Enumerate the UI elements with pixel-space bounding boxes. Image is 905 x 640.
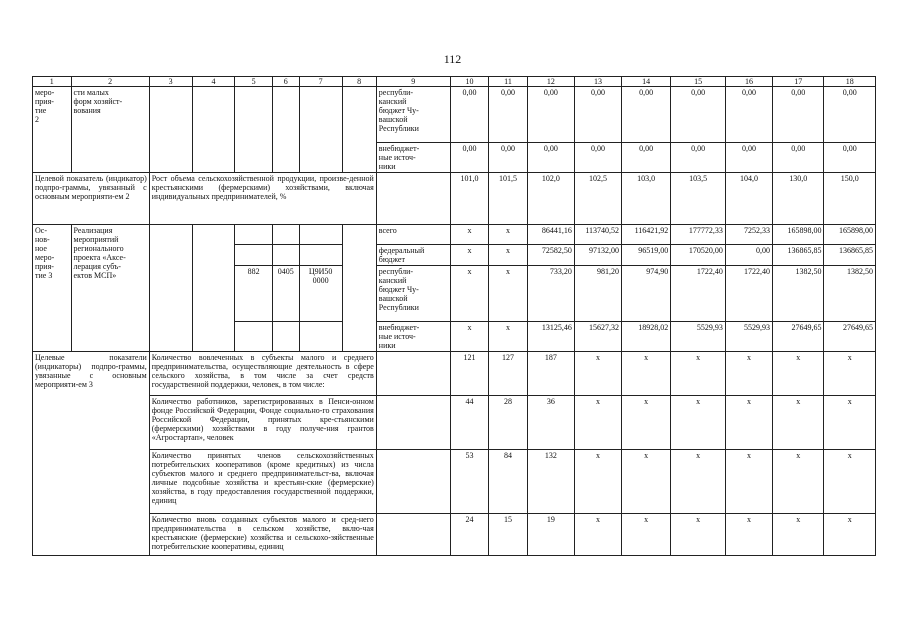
empty-source-cell [376, 450, 450, 514]
value-cell: x [773, 396, 824, 450]
value-cell: x [773, 450, 824, 514]
code-cell [342, 87, 376, 173]
value-cell: 974,90 [622, 266, 671, 322]
code-cell [149, 225, 192, 352]
value-cell: 19 [527, 514, 574, 556]
value-cell: 96519,00 [622, 245, 671, 266]
value-cell: x [671, 352, 726, 396]
target3-row [33, 396, 876, 450]
value-cell: 116421,92 [622, 225, 671, 245]
value-cell: 28 [489, 396, 528, 450]
value-cell: 97132,00 [574, 245, 621, 266]
value-cell: x [725, 396, 772, 450]
value-cell: x [824, 450, 876, 514]
value-cell: 0,00 [574, 143, 621, 173]
value-cell: 36 [527, 396, 574, 450]
indicator-text: Количество принятых членов сельскохозяйственных потребительских кооперативов (кроме кредитных) из числа субъектов малого и среднего предпринимательст-ва, включая личные подсобные хозяйства и крестьян-ские (фермерские) хозяйства, в году предоставления государственной поддержки, единиц [149, 450, 376, 514]
value-cell: 0,00 [450, 143, 489, 173]
header-cell: 4 [192, 77, 235, 87]
value-cell: 136865,85 [773, 245, 824, 266]
code-cell [299, 225, 342, 245]
value-cell: x [574, 450, 621, 514]
value-cell: 121 [450, 352, 489, 396]
value-cell: 102,5 [574, 173, 621, 225]
value-cell: 103,5 [671, 173, 726, 225]
value-cell: 127 [489, 352, 528, 396]
value-cell: 0,00 [527, 143, 574, 173]
funding-source: республи- канский бюджет Чу- вашской Республики [376, 266, 450, 322]
value-cell: x [489, 322, 528, 352]
header-cell: 2 [71, 77, 149, 87]
code-cell [272, 322, 299, 352]
code-cell [192, 225, 235, 352]
header-cell: 8 [342, 77, 376, 87]
code-cell [272, 87, 299, 173]
code-cell [149, 87, 192, 173]
header-cell: 15 [671, 77, 726, 87]
value-cell: 0,00 [574, 87, 621, 143]
value-cell: 0,00 [725, 143, 772, 173]
value-cell: 0,00 [489, 87, 528, 143]
value-cell: 733,20 [527, 266, 574, 322]
code-rz: 0405 [272, 266, 299, 322]
value-cell: 132 [527, 450, 574, 514]
value-cell: x [450, 245, 489, 266]
m3-desc: Реализация мероприятий регионального проекта «Аксе- лерация субъ- ектов МСП» [71, 225, 149, 352]
value-cell: 1722,40 [725, 266, 772, 322]
value-cell: 0,00 [824, 143, 876, 173]
header-cell: 3 [149, 77, 192, 87]
header-cell: 17 [773, 77, 824, 87]
value-cell: 1382,50 [824, 266, 876, 322]
funding-source: федеральный бюджет [376, 245, 450, 266]
header-cell: 7 [299, 77, 342, 87]
value-cell: 5529,93 [725, 322, 772, 352]
code-cell [299, 87, 342, 173]
value-cell: 27649,65 [773, 322, 824, 352]
value-cell: x [489, 245, 528, 266]
value-cell: x [671, 450, 726, 514]
funding-source: внебюджет- ные источ- ники [376, 322, 450, 352]
funding-source: всего [376, 225, 450, 245]
value-cell: 0,00 [622, 143, 671, 173]
value-cell: 44 [450, 396, 489, 450]
value-cell: x [450, 266, 489, 322]
value-cell: x [773, 514, 824, 556]
value-cell: 165898,00 [824, 225, 876, 245]
target2-label: Целевой показатель (индикатор) подпро-граммы, увязанный с основным мероприяти-ем 2 [33, 173, 150, 225]
value-cell: 1382,50 [773, 266, 824, 322]
value-cell: 72582,50 [527, 245, 574, 266]
value-cell: x [574, 514, 621, 556]
funding-source: республи- канский бюджет Чу- вашской Республики [376, 87, 450, 143]
value-cell: 84 [489, 450, 528, 514]
empty-source-cell [376, 352, 450, 396]
code-cell [299, 245, 342, 266]
header-cell: 13 [574, 77, 621, 87]
value-cell: x [824, 514, 876, 556]
value-cell: x [622, 514, 671, 556]
value-cell: 53 [450, 450, 489, 514]
value-cell: x [725, 352, 772, 396]
value-cell: 18928,02 [622, 322, 671, 352]
value-cell: 15627,32 [574, 322, 621, 352]
value-cell: 101,5 [489, 173, 528, 225]
value-cell: 170520,00 [671, 245, 726, 266]
header-cell: 14 [622, 77, 671, 87]
value-cell: 187 [527, 352, 574, 396]
target2-row [33, 173, 876, 225]
value-cell: 0,00 [527, 87, 574, 143]
header-cell: 10 [450, 77, 489, 87]
value-cell: 130,0 [773, 173, 824, 225]
value-cell: 0,00 [773, 87, 824, 143]
value-cell: x [574, 396, 621, 450]
code-cell [192, 87, 235, 173]
header-row [33, 77, 876, 87]
header-cell: 11 [489, 77, 528, 87]
value-cell: 0,00 [489, 143, 528, 173]
value-cell: x [450, 225, 489, 245]
header-cell: 16 [725, 77, 772, 87]
code-cell [299, 322, 342, 352]
code-grbs: 882 [235, 266, 272, 322]
indicator-text: Количество работников, зарегистрированных в Пенси-онном фонде Российской Федерации, Фонде социально-го страхования Российской Федерации, принятых кре-стьянскими (фермерскими) хозяйствами в году получе-ния грантов «Агростартап», человек [149, 396, 376, 450]
value-cell: 136865,85 [824, 245, 876, 266]
header-cell: 6 [272, 77, 299, 87]
value-cell: 5529,93 [671, 322, 726, 352]
empty-source-cell [376, 396, 450, 450]
subprogram-table [32, 76, 876, 556]
value-cell: 177772,33 [671, 225, 726, 245]
code-cell [235, 322, 272, 352]
empty-source-cell [376, 173, 450, 225]
m3-label: Ос- нов- ное меро- прия- тие 3 [33, 225, 72, 352]
header-cell: 12 [527, 77, 574, 87]
value-cell: 103,0 [622, 173, 671, 225]
value-cell: 13125,46 [527, 322, 574, 352]
code-cell [235, 245, 272, 266]
value-cell: x [450, 322, 489, 352]
value-cell: x [489, 266, 528, 322]
value-cell: x [671, 514, 726, 556]
value-cell: 150,0 [824, 173, 876, 225]
target3-label: Целевые показатели (индикаторы) подпро-граммы, увязанные с основным мероприяти-ем 3 [33, 352, 150, 556]
code-csr: Ц9И50 0000 [299, 266, 342, 322]
code-cell [272, 225, 299, 245]
value-cell: 981,20 [574, 266, 621, 322]
target3-row [33, 352, 876, 396]
value-cell: 102,0 [527, 173, 574, 225]
page-number: 112 [443, 52, 462, 66]
value-cell: 165898,00 [773, 225, 824, 245]
target2-text: Рост объема сельскохозяйственной продукции, произве-денной крестьянскими (фермерскими) хозяйствами, включая индивидуальных предпринимателей, % [149, 173, 376, 225]
header-cell: 9 [376, 77, 450, 87]
value-cell: 0,00 [725, 245, 772, 266]
value-cell: 104,0 [725, 173, 772, 225]
m2-desc: сти малых форм хозяйст- вования [71, 87, 149, 173]
value-cell: 0,00 [450, 87, 489, 143]
value-cell: 113740,52 [574, 225, 621, 245]
value-cell: x [824, 352, 876, 396]
value-cell: 101,0 [450, 173, 489, 225]
value-cell: x [622, 450, 671, 514]
m3-row-total [33, 225, 876, 245]
indicator-text: Количество вновь созданных субъектов малого и сред-него предпринимательства в сельском хозяйстве, вклю-чая крестьянские (фермерские) хозяйства и сельскохо-зяйственные потребительские кооперативы, единиц [149, 514, 376, 556]
m2-row-republic [33, 87, 876, 143]
empty-source-cell [376, 514, 450, 556]
value-cell: 27649,65 [824, 322, 876, 352]
value-cell: 15 [489, 514, 528, 556]
value-cell: x [622, 396, 671, 450]
code-cell [342, 225, 376, 352]
value-cell: 0,00 [671, 143, 726, 173]
value-cell: x [725, 450, 772, 514]
code-cell [235, 87, 272, 173]
value-cell: x [489, 225, 528, 245]
value-cell: x [574, 352, 621, 396]
m2-label: меро- прия- тие 2 [33, 87, 72, 173]
header-cell: 18 [824, 77, 876, 87]
target3-row [33, 450, 876, 514]
funding-source: внебюджет- ные источ- ники [376, 143, 450, 173]
value-cell: 86441,16 [527, 225, 574, 245]
value-cell: 1722,40 [671, 266, 726, 322]
value-cell: 0,00 [773, 143, 824, 173]
header-cell: 5 [235, 77, 272, 87]
value-cell: 24 [450, 514, 489, 556]
value-cell: 0,00 [622, 87, 671, 143]
indicator-text: Количество вовлеченных в субъекты малого и среднего предпринимательства, осуществляющие деятельность в сфере сельского хозяйства, в том числе за счет средств государственной поддержки, человек, в том числе: [149, 352, 376, 396]
value-cell: 7252,33 [725, 225, 772, 245]
value-cell: x [824, 396, 876, 450]
value-cell: 0,00 [824, 87, 876, 143]
value-cell: x [671, 396, 726, 450]
value-cell: 0,00 [725, 87, 772, 143]
target3-row [33, 514, 876, 556]
code-cell [272, 245, 299, 266]
value-cell: x [725, 514, 772, 556]
code-cell [235, 225, 272, 245]
value-cell: x [773, 352, 824, 396]
value-cell: 0,00 [671, 87, 726, 143]
value-cell: x [622, 352, 671, 396]
header-cell: 1 [33, 77, 72, 87]
